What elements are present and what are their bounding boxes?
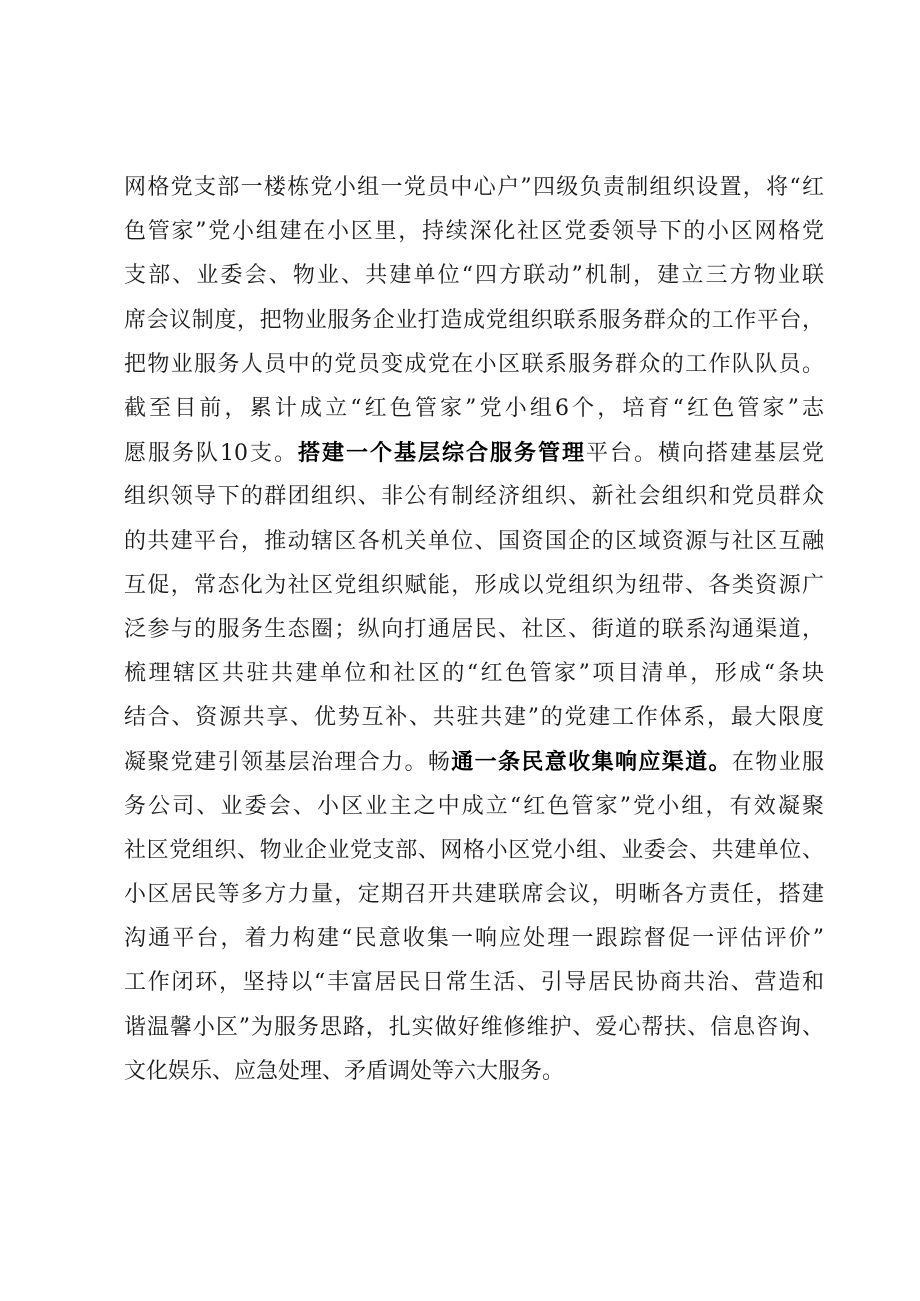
text-run: 结合、资源共享、优势互补、共驻共建”的党建工作体系，最大限度 [124, 705, 824, 731]
bold-heading-phrase: 搭建一个基层综合服务管理 [298, 440, 586, 467]
text-run: 愿服务队10支。 [124, 441, 298, 467]
text-run: 平台。横向搭建基层党 [586, 441, 824, 467]
text-run: 谐温馨小区”为服务思路，扎实做好维修维护、爱心帮扶、信息咨询、 [124, 1014, 824, 1040]
text-line [124, 829, 824, 873]
text-line [124, 166, 824, 210]
text-line [124, 387, 824, 431]
text-run: 组织领导下的群团组织、非公有制经济组织、新社会组织和党员群众 [124, 484, 824, 510]
text-line [124, 652, 824, 696]
text-line [124, 520, 824, 564]
text-run: 工作闭环，坚持以“丰富居民日常生活、引导居民协商共治、营造和 [124, 970, 824, 996]
text-run: 社区党组织、物业企业党支部、网格小区党小组、业委会、共建单位、 [124, 837, 824, 863]
text-line [124, 564, 824, 608]
bold-heading-phrase: 通一条民意收集响应渠道。 [451, 749, 732, 776]
text-line [124, 917, 824, 961]
text-line [124, 343, 824, 387]
text-line [124, 785, 824, 829]
text-run: 泛参与的服务生态圈；纵向打通居民、社区、街道的联系沟通渠道， [124, 616, 824, 642]
text-run: 把物业服务人员中的党员变成党在小区联系服务群众的工作队队员。 [124, 351, 824, 377]
text-line [124, 696, 824, 740]
text-run: 务公司、业委会、小区业主之中成立“红色管家”党小组，有效凝聚 [124, 793, 824, 819]
text-run: 小区居民等多方力量，定期召开共建联席会议，明晰各方责任，搭建 [124, 882, 824, 907]
text-line [124, 431, 824, 475]
text-line [124, 961, 824, 1005]
text-line [124, 254, 824, 298]
text-run: 梳理辖区共驻共建单位和社区的“红色管家”项目清单，形成“条块 [124, 661, 824, 687]
text-line [124, 873, 824, 917]
text-line [124, 475, 824, 519]
text-run: 在物业服 [731, 750, 824, 776]
text-run: 的共建平台，推动辖区各机关单位、国资国企的区域资源与社区互融 [124, 528, 824, 554]
text-line [124, 740, 824, 784]
text-run: 席会议制度，把物业服务企业打造成党组织联系服务群众的工作平台， [124, 307, 824, 333]
text-line [124, 210, 824, 254]
body-paragraph [124, 166, 824, 1094]
text-line [124, 608, 824, 652]
text-run: 互促，常态化为社区党组织赋能，形成以党组织为纽带、各类资源广 [124, 572, 824, 598]
text-run: 色管家”党小组建在小区里，持续深化社区党委领导下的小区网格党 [124, 219, 824, 245]
text-run: 网格党支部一楼栋党小组一党员中心户”四级负责制组织设置，将“红 [124, 175, 824, 200]
text-run: 文化娱乐、应急处理、矛盾调处等六大服务。 [124, 1058, 565, 1084]
text-run: 截至目前，累计成立“红色管家”党小组6个，培育“红色管家”志 [124, 395, 824, 421]
text-run: 支部、业委会、物业、共建单位“四方联动”机制，建立三方物业联 [124, 263, 824, 289]
text-line [124, 1006, 824, 1050]
text-run: 沟通平台，着力构建“民意收集一响应处理一跟踪督促一评估评价” [124, 926, 824, 952]
text-line [124, 1050, 824, 1094]
text-line [124, 299, 824, 343]
text-run: 凝聚党建引领基层治理合力。畅 [124, 750, 452, 776]
